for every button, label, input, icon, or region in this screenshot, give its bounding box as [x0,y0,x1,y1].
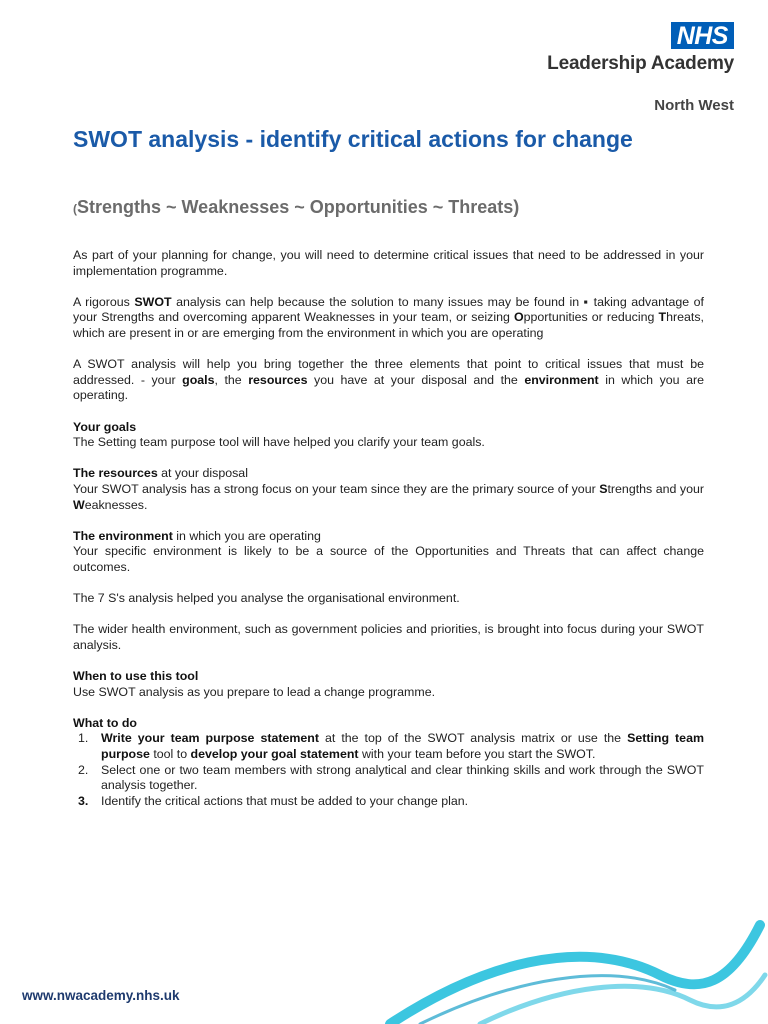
page-title: SWOT analysis - identify critical actions for change [73,126,633,152]
what-heading: What to do [73,715,137,730]
elements-paragraph: A SWOT analysis will help you bring together the three elements that point to critical issues that must be addressed. - your goals, the resources you have at your disposal and the environment in which you are operating. [73,357,704,403]
rigorous-paragraph: A rigorous SWOT analysis can help because the solution to many issues may be found in ▪ taking advantage of your Strengths and overcoming apparent Weaknesses in your team, or seizing Opportunities or reducing Threats, which are present in or are emerging from the environment in which you are operating [73,294,704,340]
list-item: 3. Identify the critical actions that must be added to your change plan. [78,793,469,808]
goals-text: The Setting team purpose tool will have helped you clarify your team goals. [73,435,485,450]
subtitle-text: Strengths ~ Weaknesses ~ Opportunities ~ Threats) [77,197,520,217]
subtitle-open-paren: ( [73,202,77,216]
nhs-logo [547,22,734,75]
list-item: 2. Select one or two team members with strong analytical and clear thinking skills and work through the SWOT analysis together. [78,762,704,793]
academy-name: Leadership Academy [547,53,734,74]
resources-heading: The resources at your disposal [73,466,248,481]
region-name: North West [654,97,734,114]
page-subtitle [73,197,519,218]
when-text: Use SWOT analysis as you prepare to lead a change programme. [73,684,436,699]
environment-text: Your specific environment is likely to be a source of the Opportunities and Threats that can affect change outcomes. [73,544,704,574]
document-body [73,248,704,809]
nhs-logo-mark: NHS [671,22,734,49]
seven-s-paragraph: The 7 S's analysis helped you analyse the organisational environment. [73,591,460,606]
footer-website-link[interactable]: www.nwacademy.nhs.uk [22,988,180,1003]
goals-heading: Your goals [73,419,137,434]
intro-paragraph: As part of your planning for change, you will need to determine critical issues that need to be addressed in your implementation programme. [73,248,704,278]
when-heading: When to use this tool [73,669,199,684]
steps-list [73,731,704,809]
list-item: 1. Write your team purpose statement at the top of the SWOT analysis matrix or use the Setting team purpose tool to develop your goal statement with your team before you start the SWOT. [78,731,704,761]
wider-paragraph: The wider health environment, such as government policies and priorities, is brought into focus during your SWOT analysis. [73,622,704,652]
decorative-wave-graphic [360,905,768,1024]
resources-text: Your SWOT analysis has a strong focus on your team since they are the primary source of your Strengths and your Weaknesses. [73,481,704,512]
environment-heading: The environment in which you are operating [73,528,321,543]
